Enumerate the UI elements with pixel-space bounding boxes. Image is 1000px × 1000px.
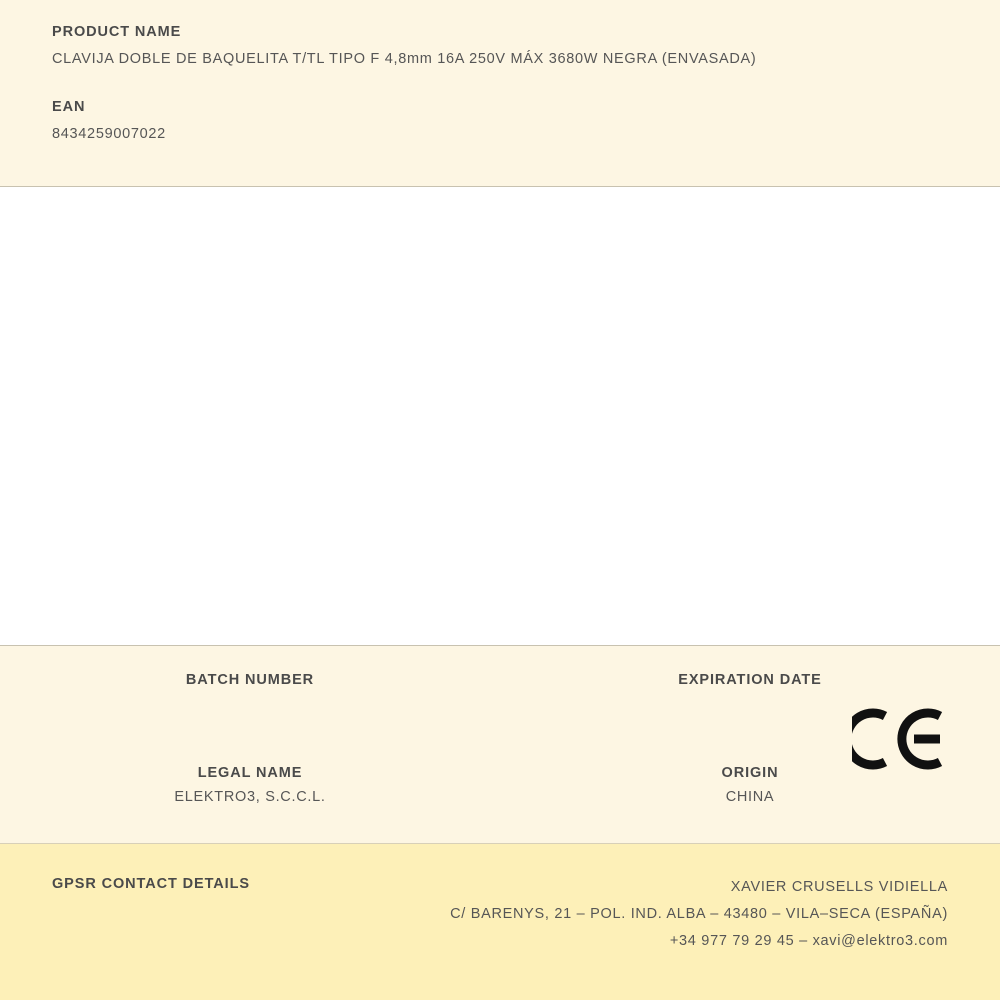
gpsr-contact-details — [450, 874, 948, 955]
legal-name-label: LEGAL NAME — [197, 765, 303, 781]
expiration-date-label: EXPIRATION DATE — [678, 672, 822, 688]
batch-number-label: BATCH NUMBER — [185, 672, 315, 688]
contact-phone-email: +34 977 79 29 45 – xavi@elektro3.com — [669, 933, 948, 949]
contact-name: XAVIER CRUSELLS VIDIELLA — [730, 879, 948, 895]
info-row-legal-origin — [0, 713, 1000, 806]
ce-mark-icon — [852, 708, 948, 770]
legal-name-cell — [0, 765, 500, 806]
product-name-label: PRODUCT NAME — [52, 24, 182, 40]
origin-cell — [500, 765, 1000, 806]
gpsr-footer-block — [0, 844, 1000, 1000]
product-name-value: CLAVIJA DOBLE DE BAQUELITA T/TL TIPO F 4,8mm 16A 250V MÁX 3680W NEGRA (ENVASADA) — [52, 51, 757, 67]
product-header-block — [0, 0, 1000, 187]
batch-number-cell — [0, 672, 500, 713]
batch-number-value — [0, 696, 500, 713]
ean-field — [52, 99, 948, 142]
product-image-area — [0, 187, 1000, 646]
gpsr-contact-label: GPSR CONTACT DETAILS — [52, 876, 250, 892]
origin-label: ORIGIN — [721, 765, 779, 781]
legal-name-value: ELEKTRO3, S.C.C.L. — [174, 789, 326, 805]
contact-address: C/ BARENYS, 21 – POL. IND. ALBA – 43480 – VILA–SECA (ESPAÑA) — [450, 906, 948, 922]
ean-label: EAN — [52, 99, 86, 115]
expiration-date-cell — [500, 672, 1000, 713]
ean-value: 8434259007022 — [52, 126, 166, 142]
info-row-batch-expiration — [0, 646, 1000, 713]
origin-value: CHINA — [725, 789, 775, 805]
product-name-field — [52, 24, 948, 67]
product-info-block — [0, 646, 1000, 844]
